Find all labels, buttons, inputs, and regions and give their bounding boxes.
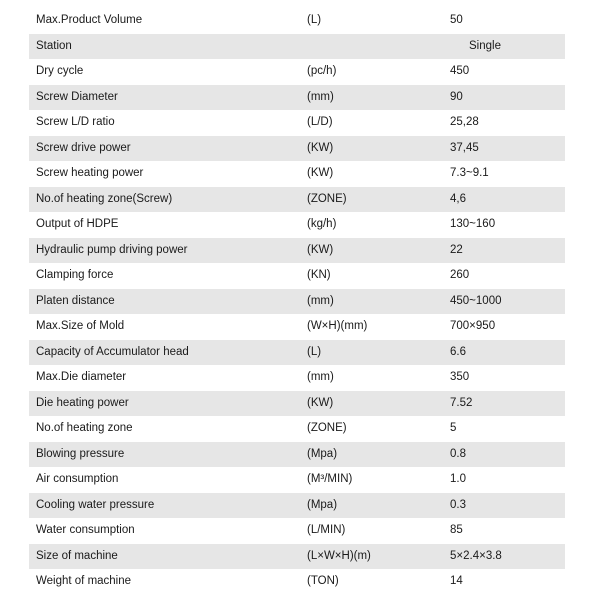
- spec-parameter: Max.Size of Mold: [36, 320, 125, 332]
- spec-row: [29, 314, 565, 340]
- spec-unit: (M³/MIN): [307, 473, 353, 485]
- spec-value: 0.3: [450, 498, 466, 511]
- spec-parameter: Dry cycle: [36, 65, 84, 77]
- spec-unit: (KW): [307, 396, 334, 409]
- spec-unit: (KW): [307, 141, 334, 154]
- spec-value-cell: [307, 34, 565, 60]
- spec-value: 85: [450, 524, 463, 536]
- spec-table: [29, 8, 565, 595]
- spec-value: 130~160: [450, 218, 496, 230]
- spec-row: [29, 85, 565, 111]
- spec-parameter: Screw L/D ratio: [36, 116, 115, 128]
- spec-value: 50: [450, 14, 463, 26]
- spec-parameter: Platen distance: [36, 294, 115, 307]
- spec-row: [29, 289, 565, 315]
- spec-parameter: No.of heating zone: [36, 422, 133, 434]
- spec-parameter: Screw Diameter: [36, 90, 118, 103]
- spec-unit: (W×H)(mm): [307, 320, 368, 332]
- spec-value: 4,6: [450, 192, 466, 205]
- spec-row: [29, 238, 565, 264]
- spec-row: [29, 34, 565, 60]
- spec-parameter: Station: [36, 39, 72, 52]
- spec-value: 7.3~9.1: [450, 167, 489, 179]
- spec-unit: (kg/h): [307, 218, 337, 230]
- spec-value: 450: [450, 65, 470, 77]
- spec-unit: (Mpa): [307, 447, 338, 460]
- spec-row: [29, 518, 565, 544]
- spec-value: 450~1000: [450, 294, 502, 307]
- spec-unit: (mm): [307, 294, 334, 307]
- spec-parameter: Screw drive power: [36, 141, 131, 154]
- spec-parameter: Blowing pressure: [36, 447, 125, 460]
- spec-row: [29, 416, 565, 442]
- spec-row: [29, 544, 565, 570]
- spec-row: [29, 161, 565, 187]
- spec-row: [29, 110, 565, 136]
- spec-unit: (L): [307, 345, 322, 358]
- spec-unit: (mm): [307, 90, 334, 103]
- spec-row: [29, 467, 565, 493]
- spec-unit: (KN): [307, 269, 331, 281]
- spec-row: [29, 59, 565, 85]
- spec-unit: (L×W×H)(m): [307, 549, 371, 562]
- spec-parameter: Weight of machine: [36, 575, 132, 587]
- spec-row: [29, 212, 565, 238]
- spec-parameter: Max.Product Volume: [36, 14, 143, 26]
- spec-parameter: Size of machine: [36, 549, 118, 562]
- spec-parameter: Die heating power: [36, 396, 129, 409]
- spec-value: 5: [450, 422, 457, 434]
- spec-parameter: Cooling water pressure: [36, 498, 155, 511]
- spec-parameter: Max.Die diameter: [36, 371, 127, 383]
- spec-unit: (Mpa): [307, 498, 338, 511]
- spec-parameter: Water consumption: [36, 524, 135, 536]
- spec-row: [29, 365, 565, 391]
- spec-value: 1.0: [450, 473, 466, 485]
- spec-unit: (pc/h): [307, 65, 337, 77]
- spec-value: 25,28: [450, 116, 479, 128]
- spec-row: [29, 136, 565, 162]
- spec-row: [29, 391, 565, 417]
- spec-value: Single: [469, 39, 501, 52]
- spec-unit: (mm): [307, 371, 334, 383]
- spec-row: [29, 442, 565, 468]
- spec-value: 7.52: [450, 396, 473, 409]
- spec-value: 6.6: [450, 345, 466, 358]
- spec-parameter: Screw heating power: [36, 167, 144, 179]
- spec-parameter: No.of heating zone(Screw): [36, 192, 173, 205]
- spec-value: 37,45: [450, 141, 479, 154]
- spec-value: 260: [450, 269, 470, 281]
- spec-row: [29, 569, 565, 595]
- spec-parameter: Air consumption: [36, 473, 119, 485]
- spec-unit: (KW): [307, 167, 334, 179]
- spec-value: 5×2.4×3.8: [450, 549, 502, 562]
- spec-row: [29, 340, 565, 366]
- spec-value: 0.8: [450, 447, 466, 460]
- spec-row: [29, 187, 565, 213]
- spec-row: [29, 493, 565, 519]
- spec-unit: (TON): [307, 575, 339, 587]
- spec-unit: (KW): [307, 243, 334, 256]
- spec-parameter: Output of HDPE: [36, 218, 119, 230]
- spec-value: 14: [450, 575, 463, 587]
- spec-unit: (L): [307, 14, 322, 26]
- spec-table-body: [29, 8, 565, 595]
- spec-value: 90: [450, 90, 463, 103]
- spec-unit: (L/MIN): [307, 524, 346, 536]
- spec-parameter: Hydraulic pump driving power: [36, 243, 188, 256]
- spec-unit: (ZONE): [307, 422, 347, 434]
- spec-value: 22: [450, 243, 463, 256]
- spec-parameter: Capacity of Accumulator head: [36, 345, 189, 358]
- spec-unit: (L/D): [307, 116, 333, 128]
- spec-unit: (ZONE): [307, 192, 347, 205]
- spec-row: [29, 263, 565, 289]
- spec-parameter: Clamping force: [36, 269, 114, 281]
- spec-value: 350: [450, 371, 470, 383]
- spec-value: 700×950: [450, 320, 496, 332]
- spec-row: [29, 8, 565, 34]
